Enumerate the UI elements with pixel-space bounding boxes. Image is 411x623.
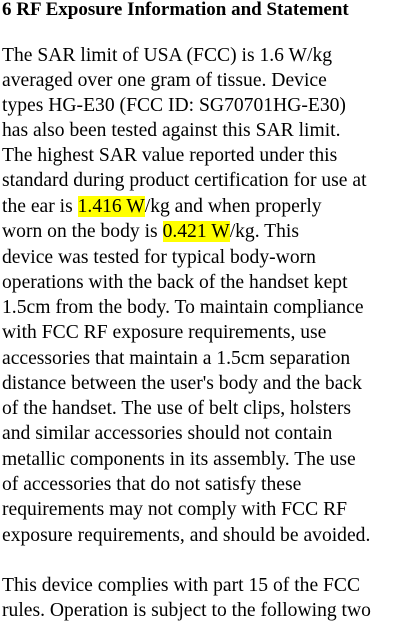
text-line: exposure requirements, and should be avoided. — [2, 525, 371, 546]
ear-sar-value-highlight: 1.416 W — [77, 196, 145, 217]
text-fragment: worn on the body is — [2, 221, 163, 242]
text-line-body-sar — [2, 219, 299, 244]
text-line: This device complies with part 15 of the FCC — [2, 575, 361, 596]
text-line: averaged over one gram of tissue. Device — [2, 70, 327, 91]
text-line: and similar accessories should not contain — [2, 423, 333, 444]
text-line: device was tested for typical body-worn — [2, 247, 316, 268]
text-line: has also been tested against this SAR limit. — [2, 120, 341, 141]
text-fragment: /kg. This — [229, 221, 300, 242]
text-line: of the handset. The use of belt clips, holsters — [2, 398, 351, 419]
text-line-ear-sar — [2, 194, 322, 219]
text-line: standard during product certification for use at — [2, 170, 367, 191]
text-line: distance between the user's body and the back — [2, 373, 362, 394]
text-fragment: the ear is — [2, 196, 78, 217]
text-fragment: /kg and when properly — [144, 196, 322, 217]
text-line: types HG-E30 (FCC ID: SG70701HG-E30) — [2, 95, 346, 116]
text-line: accessories that maintain a 1.5cm separation — [2, 348, 351, 369]
text-line: 1.5cm from the body. To maintain compliance — [2, 297, 364, 318]
text-line: requirements may not comply with FCC RF — [2, 499, 348, 520]
body-sar-value-highlight: 0.421 W — [162, 221, 230, 242]
text-line: with FCC RF exposure requirements, use — [2, 322, 327, 343]
text-line: operations with the back of the handset kept — [2, 272, 348, 293]
text-line: of accessories that do not satisfy these — [2, 474, 302, 495]
text-line: metallic components in its assembly. The use — [2, 449, 356, 470]
text-line: The SAR limit of USA (FCC) is 1.6 W/kg — [2, 45, 333, 66]
section-heading: 6 RF Exposure Information and Statement — [2, 0, 349, 20]
text-line: rules. Operation is subject to the following two — [2, 600, 371, 621]
text-line: The highest SAR value reported under this — [2, 145, 338, 166]
